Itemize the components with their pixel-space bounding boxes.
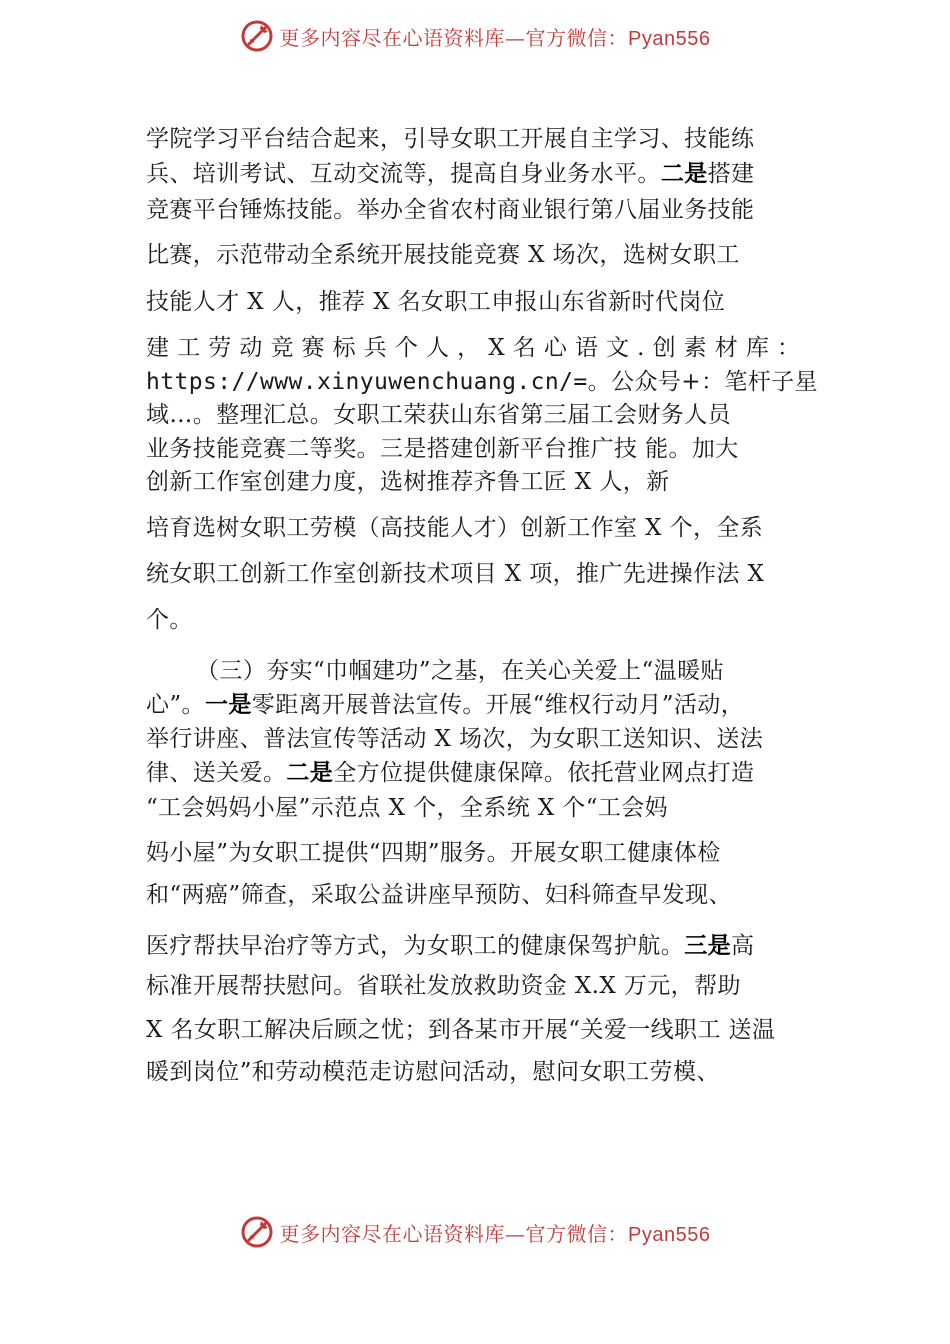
text-segment: 医疗帮扶早治疗等方式，为女职工的健康保驾护航。 bbox=[146, 933, 685, 959]
url-text: https://www.xinyuwenchuang.cn/= bbox=[146, 369, 588, 395]
text-line-19: 妈小屋”为女职工提供“四期”服务。开展女职工健康体检 bbox=[146, 840, 721, 866]
text-line-5: 技能人才 X 人，推荐 X 名女职工申报山东省新时代岗位 bbox=[146, 289, 726, 315]
text-line-1: 学院学习平台结合起来，引导女职工开展自主学习、技能练 bbox=[146, 126, 755, 152]
text-segment: 。公众号+：笔杆子星 bbox=[587, 369, 818, 395]
section-heading-line: （三）夯实“巾帼建功”之基，在关心关爱上“温暖贴 bbox=[196, 658, 724, 684]
text-segment: 心”。 bbox=[146, 692, 205, 718]
text-line-21 bbox=[146, 931, 754, 961]
text-segment: 搭建 bbox=[707, 161, 755, 187]
brand-logo-icon bbox=[240, 1215, 274, 1249]
bold-keyword: 二是 bbox=[660, 161, 708, 187]
text-segment: 零距离开展普法宣传。开展“维权行动月”活动， bbox=[251, 692, 745, 718]
text-line-15 bbox=[146, 690, 744, 720]
text-segment: 兵、培训考试、互动交流等，提高自身业务水平。 bbox=[146, 161, 661, 187]
text-line-17 bbox=[146, 758, 754, 788]
text-line-9: 业务技能竞赛二等奖。三是搭建创新平台推广技 能。加大 bbox=[146, 436, 739, 462]
bold-keyword: 一是 bbox=[204, 692, 252, 718]
bold-keyword: 二是 bbox=[286, 760, 334, 786]
footer-watermark-banner bbox=[0, 1210, 950, 1254]
text-line-7 bbox=[146, 367, 818, 397]
header-watermark-banner bbox=[0, 14, 950, 58]
text-line-4: 比赛，示范带动全系统开展技能竞赛 X 场次，选树女职工 bbox=[146, 242, 740, 268]
text-line-18: “工会妈妈小屋”示范点 X 个，全系统 X 个“工会妈 bbox=[146, 795, 669, 821]
text-segment: 高 bbox=[731, 933, 755, 959]
brand-logo-icon bbox=[240, 19, 274, 53]
text-segment: 律、送关爱。 bbox=[146, 760, 287, 786]
text-line-2 bbox=[146, 159, 754, 189]
text-line-3: 竞赛平台锤炼技能。举办全省农村商业银行第八届业务技能 bbox=[146, 197, 755, 223]
text-line-16: 举行讲座、普法宣传等活动 X 场次，为女职工送知识、送法 bbox=[146, 726, 764, 752]
text-line-11: 培育选树女职工劳模（高技能人才）创新工作室 X 个，全系 bbox=[146, 515, 764, 541]
text-line-24: 暖到岗位”和劳动模范走访慰问活动，慰问女职工劳模、 bbox=[146, 1059, 720, 1085]
banner-wechat-id: Pyan556 bbox=[628, 1223, 711, 1246]
text-line-23: X 名女职工解决后顾之忧；到各某市开展“关爱一线职工 送温 bbox=[146, 1017, 776, 1043]
text-line-6: 建 工 劳 动 竞 赛 标 兵 个 人 ， X 名 心 语 文 . 创 素 材 库 ： bbox=[146, 335, 801, 361]
banner-text: 更多内容尽在心语资料库—官方微信： bbox=[279, 25, 629, 50]
bold-keyword: 三是 bbox=[684, 933, 732, 959]
text-line-12: 统女职工创新工作室创新技术项目 X 项，推广先进操作法 X bbox=[146, 561, 765, 587]
text-line-20: 和“两癌”筛查，采取公益讲座早预防、妇科筛查早发现、 bbox=[146, 882, 732, 908]
banner-wechat-id: Pyan556 bbox=[628, 27, 711, 50]
text-segment: 全方位提供健康保障。依托营业网点打造 bbox=[333, 760, 755, 786]
banner-text: 更多内容尽在心语资料库—官方微信： bbox=[279, 1221, 629, 1246]
text-line-8: 域…。整理汇总。女职工荣获山东省第三届工会财务人员 bbox=[146, 402, 731, 428]
text-line-10: 创新工作室创建力度，选树推荐齐鲁工匠 X 人，新 bbox=[146, 469, 670, 495]
text-line-13: 个。 bbox=[146, 607, 193, 633]
text-line-22: 标准开展帮扶慰问。省联社发放救助资金 X.X 万元，帮助 bbox=[146, 973, 741, 999]
